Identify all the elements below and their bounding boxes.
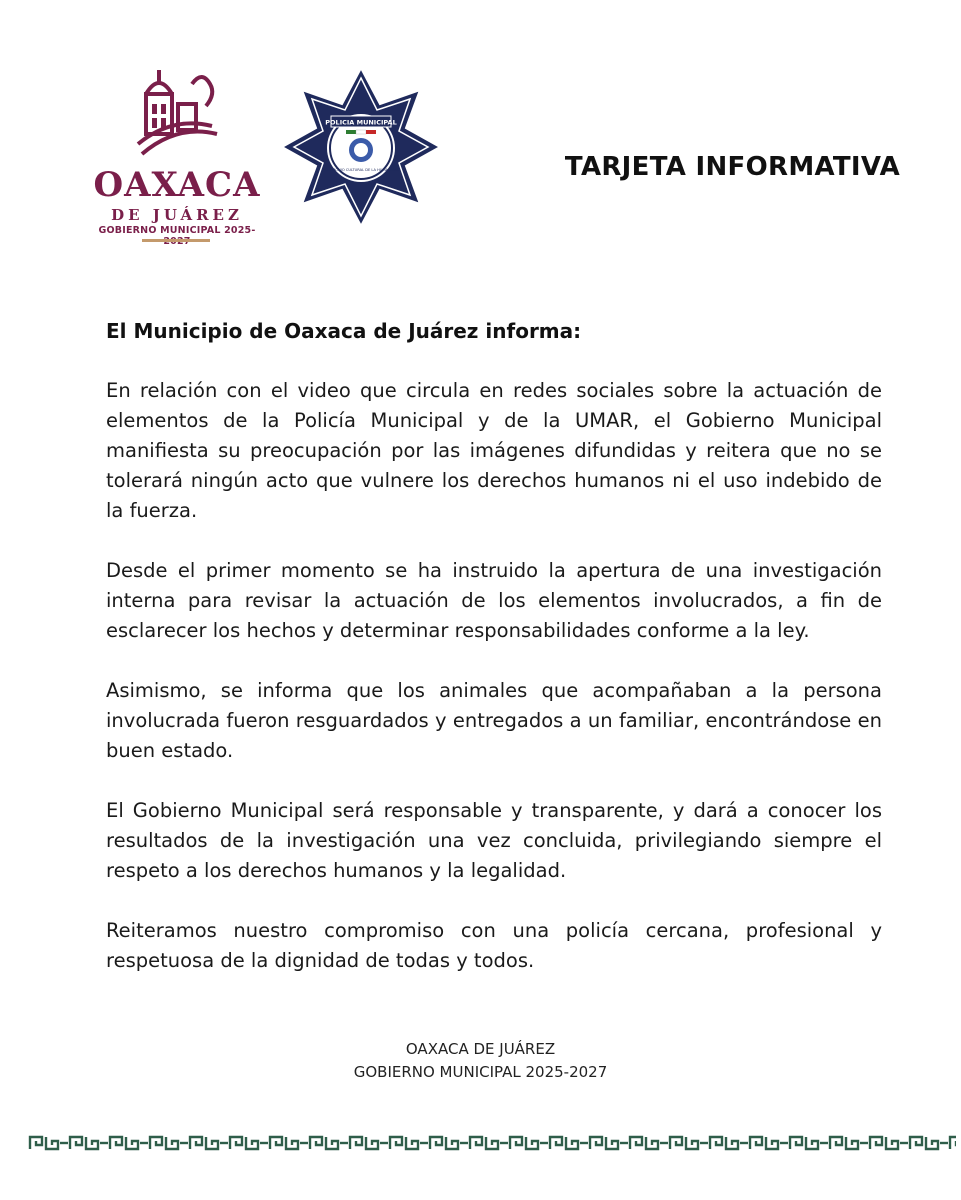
police-banner-text: POLICIA MUNICIPAL [325, 118, 397, 127]
paragraph-4: El Gobierno Municipal será responsable y transparente, y dará a conocer los resultados de la investigación una vez concluida, privilegiando siempre el respeto a los derechos humanos y la legalidad. [106, 799, 882, 882]
logo-gold-bar [142, 239, 210, 242]
police-badge-logo [280, 66, 442, 228]
logo-oaxaca-word: OAXACA [93, 165, 261, 205]
paragraph-5: Reiteramos nuestro compromiso con una policía cercana, profesional y respetuosa de la dignidad de todas y todos. [106, 919, 882, 972]
document-body [106, 316, 882, 1006]
logo-oaxaca-gov: GOBIERNO MUNICIPAL 2025- [98, 225, 256, 236]
oaxaca-logo [92, 64, 262, 244]
paragraph-2: Desde el primer momento se ha instruido la apertura de una investigación interna para revisar la actuación de los elementos involucrados, a fin de esclarecer los hechos y determinar responsabilidades conforme a la ley. [106, 559, 882, 642]
decorative-fret-border [28, 1133, 956, 1153]
signature-line-1: OAXACA DE JUÁREZ [405, 1040, 556, 1058]
police-star-icon [280, 66, 442, 228]
intro-heading: El Municipio de Oaxaca de Juárez informa: [106, 319, 582, 343]
paragraph-1: En relación con el video que circula en redes sociales sobre la actuación de elementos de la Policía Municipal y de la UMAR, el Gobierno Municipal manifiesta su preocupación por las imágenes difundidas y reitera que no se tolerará ningún acto que vulnere los derechos humanos ni el uso indebido de la fuerza. [106, 379, 882, 522]
page-title: TARJETA INFORMATIVA [564, 152, 900, 182]
church-emblem-icon [132, 64, 222, 164]
signature-line-2: GOBIERNO MUNICIPAL 2025-2027 [353, 1063, 608, 1081]
police-ring-text: PATRIMONIO CULTURAL DE LA HUMANIDAD [322, 168, 400, 172]
logo-oaxaca-sub: DE JUÁREZ [111, 206, 243, 224]
signature-block [0, 1038, 961, 1084]
paragraph-3: Asimismo, se informa que los animales que acompañaban a la persona involucrada fueron resguardados y entregados a un familiar, encontrándose en buen estado. [106, 679, 882, 762]
